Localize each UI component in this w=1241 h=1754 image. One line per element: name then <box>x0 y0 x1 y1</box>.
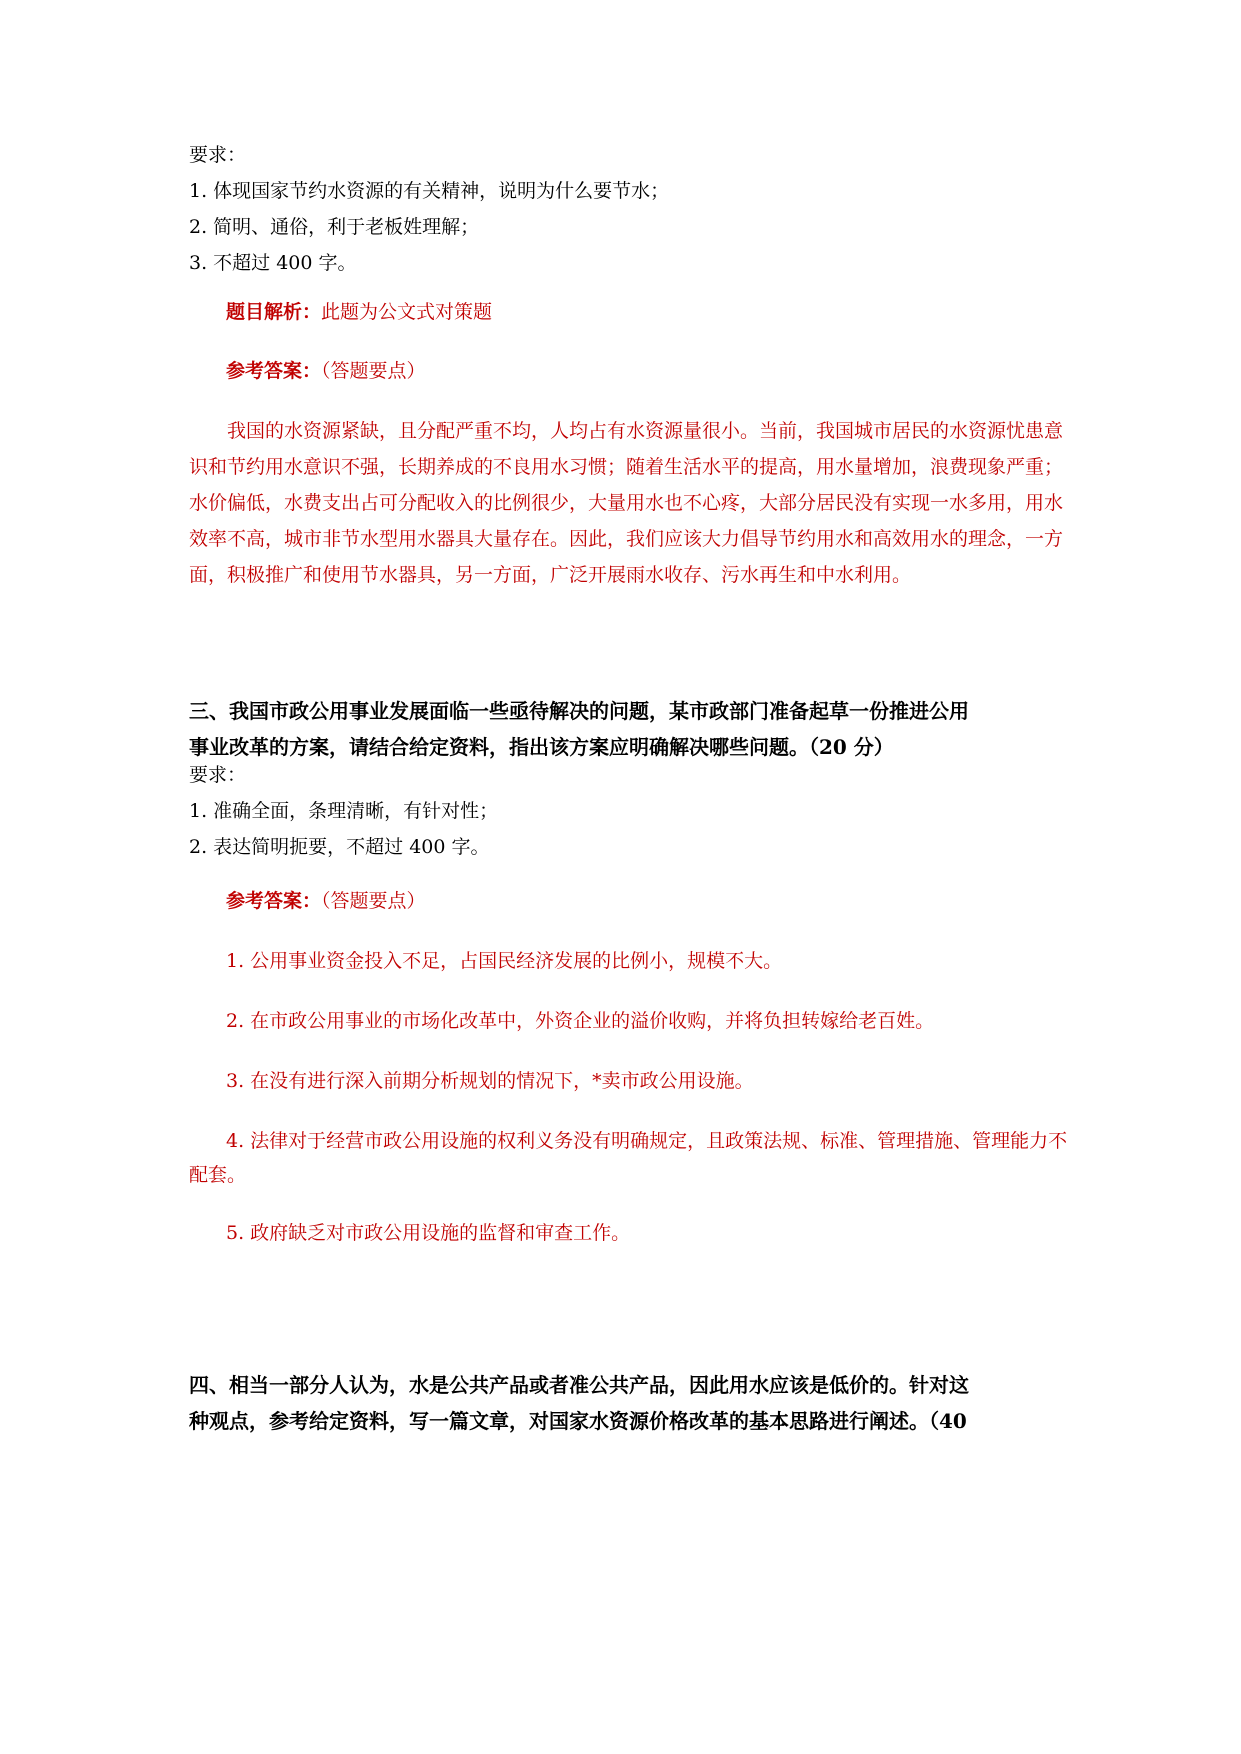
analysis-text: 此题为公文式对策题 <box>321 301 493 323</box>
answer-item: 3. 在没有进行深入前期分析规划的情况下，*卖市政公用设施。 <box>226 1070 754 1092</box>
analysis-label: 题目解析： <box>226 301 322 323</box>
answer-line: 识和节约用水意识不强，长期养成的不良用水习惯；随着生活水平的提高，用水量增加，浪费现象严重； <box>189 456 1064 478</box>
reference-answer-heading <box>226 883 1059 919</box>
requirement-item: 2. 简明、通俗，利于老板姓理解； <box>189 216 480 238</box>
answer-item: 4. 法律对于经营市政公用设施的权利义务没有明确规定，且政策法规、标准、管理措施、管理能力不 <box>226 1130 1068 1152</box>
reference-answer-paragraph <box>189 413 1064 593</box>
question-analysis <box>226 294 1059 330</box>
answer-line: 我国的水资源紧缺，且分配严重不均，人均占有水资源量很小。当前，我国城市居民的水资源忧患意 <box>227 420 1064 442</box>
requirement-item: 3. 不超过 400 字。 <box>189 252 357 274</box>
requirement-item: 1. 体现国家节约水资源的有关精神，说明为什么要节水； <box>189 180 670 202</box>
answer-line: 面，积极推广和使用节水器具，另一方面，广泛开展雨水收存、污水再生和中水利用。 <box>189 564 912 586</box>
question-4-title <box>189 1367 1059 1439</box>
answer-label: 参考答案： <box>226 360 322 382</box>
question-title-line: 事业改革的方案，请结合给定资料，指出该方案应明确解决哪些问题。（20 分） <box>189 735 894 759</box>
answer-item: 5. 政府缺乏对市政公用设施的监督和审查工作。 <box>226 1222 631 1244</box>
answer-note: （答题要点） <box>321 890 426 912</box>
question-title-line: 四、相当一部分人认为，水是公共产品或者准公共产品，因此用水应该是低价的。针对这 <box>189 1373 969 1397</box>
answer-line: 水价偏低，水费支出占可分配收入的比例很少，大量用水也不心疼，大部分居民没有实现一水多用，用水 <box>189 492 1064 514</box>
requirements-label: 要求： <box>189 764 247 786</box>
question-title-line: 种观点，参考给定资料，写一篇文章，对国家水资源价格改革的基本思路进行阐述。（40 <box>189 1409 967 1433</box>
question-3-title <box>189 693 1059 765</box>
answer-item: 1. 公用事业资金投入不足，占国民经济发展的比例小，规模不大。 <box>226 950 783 972</box>
requirement-item: 1. 准确全面，条理清晰，有针对性； <box>189 800 499 822</box>
question-title-line: 三、我国市政公用事业发展面临一些亟待解决的问题，某市政部门准备起草一份推进公用 <box>189 699 969 723</box>
answer-item-continuation: 配套。 <box>189 1164 247 1186</box>
answer-item: 2. 在市政公用事业的市场化改革中，外资企业的溢价收购，并将负担转嫁给老百姓。 <box>226 1010 935 1032</box>
answer-note: （答题要点） <box>321 360 426 382</box>
answer-label: 参考答案： <box>226 890 322 912</box>
reference-answer-heading <box>226 353 1059 389</box>
requirement-item: 2. 表达简明扼要，不超过 400 字。 <box>189 836 490 858</box>
requirements-label: 要求： <box>189 144 247 166</box>
section3-requirements <box>189 757 1059 865</box>
answer-line: 效率不高，城市非节水型用水器具大量存在。因此，我们应该大力倡导节约用水和高效用水的理念，一方 <box>189 528 1064 550</box>
section2-requirements <box>189 137 1059 281</box>
